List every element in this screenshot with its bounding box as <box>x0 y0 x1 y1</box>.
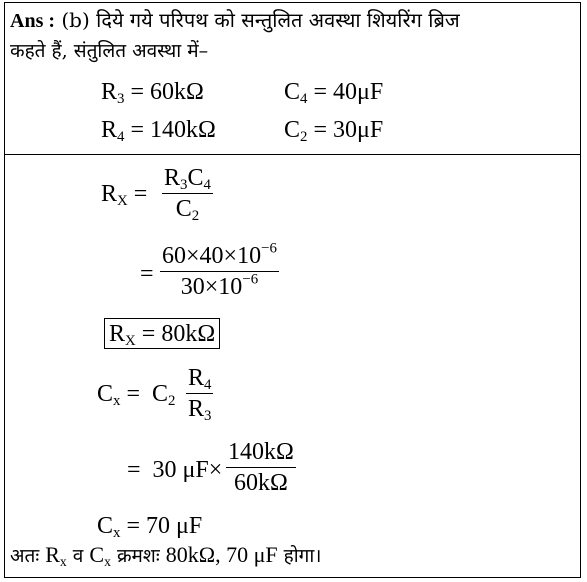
rx-result-box: $R_X = 80k\Omega$ <box>104 318 220 349</box>
intro-text-1: (b) दिये गये परिपथ को सन्तुलित अवस्था शियरिंग ब्रिज <box>61 8 460 32</box>
given-r3: $R_3 = 60k\Omega$ <box>101 79 204 108</box>
rx-formula-fraction: $R_3C_4$ $C_2$ <box>164 165 211 225</box>
cx-step: = 30 μF× <box>127 457 223 483</box>
cx-result: $C_x = 70$ μF <box>97 513 203 542</box>
given-c4: $C_4 = 40\mu F$ <box>284 79 384 108</box>
cx-numeric-fraction: 140kΩ 60kΩ <box>228 439 294 496</box>
rx-lhs: $R_X$ = <box>101 181 148 210</box>
intro-line-2: कहते हैं, संतुलित अवस्था में– <box>10 40 209 62</box>
given-c2: $C_2 = 30\mu F$ <box>284 117 384 146</box>
intro-line-1 <box>10 10 460 31</box>
rx-step-equals: = <box>140 261 154 287</box>
conclusion-line: अतः $R_x$ व $C_x$ क्रमशः 80kΩ, 70 μF होगा। <box>10 542 322 569</box>
ans-label: Ans : <box>10 10 56 32</box>
rx-numeric-fraction: $60\times 40\times 10^{-6}$ $30\times 10^{-6}$ <box>162 240 277 300</box>
cx-formula-fraction: $R_4$ $R_3$ <box>188 365 212 425</box>
cx-lhs: $C_x = C_2$ <box>97 381 176 410</box>
given-r4: $R_4 = 140k\Omega$ <box>101 117 216 146</box>
section-divider <box>4 154 581 155</box>
